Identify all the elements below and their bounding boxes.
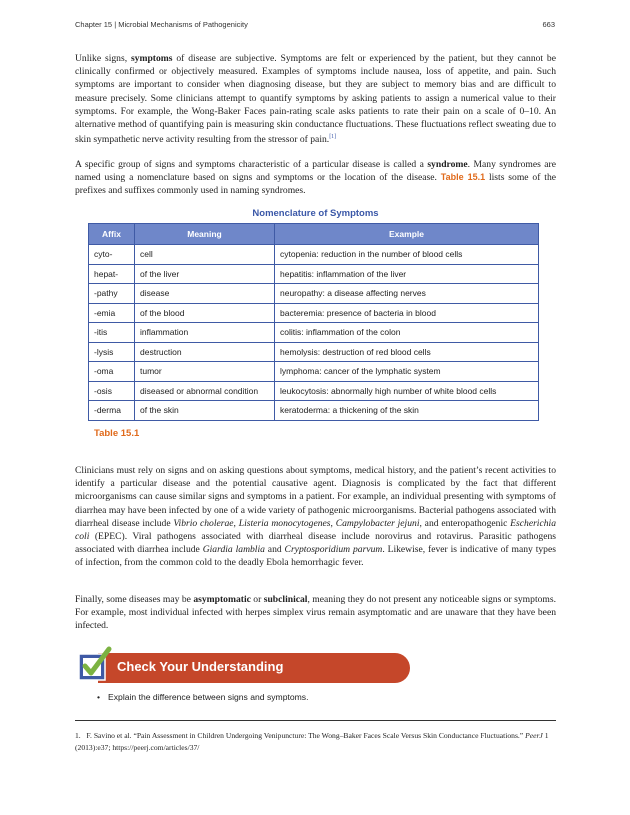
list-item <box>97 692 309 702</box>
table-row <box>89 362 539 382</box>
page-number: 663 <box>542 20 555 29</box>
term-subclinical: subclinical <box>263 594 308 605</box>
table-cell: -itis <box>89 323 135 343</box>
table-cell: disease <box>135 284 275 304</box>
paragraph-asymptomatic: Finally, some diseases may be asymptomatic or subclinical, meaning they do not present any noticeable signs or symptoms. For example, most individual infected with herpes simplex virus remain asymptomatic and are unaware that they have been infected. <box>75 594 557 632</box>
table-cell: inflammation <box>135 323 275 343</box>
table-cell: hemolysis: destruction of red blood cells <box>275 342 539 362</box>
table-cell: hepatitis: inflammation of the liver <box>275 264 539 284</box>
footnote-divider <box>75 720 556 721</box>
table-cell: colitis: inflammation of the colon <box>275 323 539 343</box>
table-cell: -osis <box>89 381 135 401</box>
table-cell: -emia <box>89 303 135 323</box>
table-row <box>89 323 539 343</box>
table-cell: lymphoma: cancer of the lymphatic system <box>275 362 539 382</box>
table-cell: hepat- <box>89 264 135 284</box>
table-cell: -derma <box>89 401 135 421</box>
table-row <box>89 401 539 421</box>
question-text: Explain the difference between signs and symptoms. <box>108 692 309 702</box>
term-symptoms: symptoms <box>130 53 173 64</box>
table-cell: of the blood <box>135 303 275 323</box>
table-cell: keratoderma: a thickening of the skin <box>275 401 539 421</box>
footnote: 1. F. Savino et al. “Pain Assessment in Children Undergoing Venipuncture: The Wong–Baker Faces Scale Versus Skin Conductance Fluctuations.” PeerJ 1 (2013):e37; https://peerj.com/articles/37/ <box>75 731 549 752</box>
term-asymptomatic: asymptomatic <box>193 594 251 605</box>
paragraph-diagnosis: Clinicians must rely on signs and on asking questions about symptoms, medical history, and the patient’s recent activities to identify a particular disease and the potential causative agent. Diagnosis is complicated by the fact that different microorganisms can cause similar signs and symptoms in a patient. For example, an individual presenting with symptoms of diarrhea may have been infected by one of a wide variety of pathogenic microorganisms. Bacterial pathogens associated with diarrheal disease include Vibrio cholerae, Listeria monocytogenes, Campylobacter jejuni, and enteropathogenic Escherichia coli (EPEC). Viral pathogens associated with diarrheal disease include norovirus and rotavirus. Parasitic pathogens associated with diarrhea include Giardia lamblia and Cryptosporidium parvum. Likewise, fever is indicative of many types of infection, from the common cold to the deadly Ebola hemorrhagic fever. <box>75 465 556 569</box>
table-cell: -oma <box>89 362 135 382</box>
table-cell: cytopenia: reduction in the number of blood cells <box>275 245 539 265</box>
table-row <box>89 342 539 362</box>
table-cell: of the liver <box>135 264 275 284</box>
checkbox-check-icon <box>76 646 112 684</box>
running-header <box>75 20 555 29</box>
table-cell: cyto- <box>89 245 135 265</box>
footnote-ref[interactable]: [1] <box>329 134 337 141</box>
table-cell: -lysis <box>89 342 135 362</box>
table-caption: Table 15.1 <box>94 428 140 439</box>
table-cell: destruction <box>135 342 275 362</box>
nomenclature-table <box>88 223 539 421</box>
table-cell: diseased or abnormal condition <box>135 381 275 401</box>
table-row <box>89 303 539 323</box>
table-header-row <box>89 224 539 245</box>
table-row <box>89 381 539 401</box>
paragraph-syndrome: A specific group of signs and symptoms characteristic of a particular disease is called a syndrome. Many syndromes are named using a nomenclature based on signs and symptoms or the location of the disease. Table 15.1 lists some of the prefixes and suffixes commonly used in naming syndromes. <box>75 159 556 197</box>
table-row <box>89 245 539 265</box>
table-cell: cell <box>135 245 275 265</box>
table-row <box>89 284 539 304</box>
column-header: Meaning <box>135 224 275 245</box>
chapter-title: Chapter 15 | Microbial Mechanisms of Pathogenicity <box>75 20 248 29</box>
table-row <box>89 264 539 284</box>
table-cell: bacteremia: presence of bacteria in blood <box>275 303 539 323</box>
table-cell: of the skin <box>135 401 275 421</box>
table-cell: tumor <box>135 362 275 382</box>
bullet-marker: • <box>97 692 101 702</box>
table-cell: -pathy <box>89 284 135 304</box>
table-link[interactable]: Table 15.1 <box>440 172 486 183</box>
table-cell: leukocytosis: abnormally high number of white blood cells <box>275 381 539 401</box>
column-header: Example <box>275 224 539 245</box>
check-understanding-title: Check Your Understanding <box>117 659 284 674</box>
paragraph-symptoms: Unlike signs, symptoms of disease are subjective. Symptoms are felt or experienced by the patient, but they cannot be clinically confirmed or objectively measured. Examples of symptoms include nausea, loss of appetite, and pain. Such symptoms are important to consider when diagnosing disease, but they are subject to memory bias and are difficult to measure precisely. Some clinicians attempt to quantify symptoms by asking patients to assign a numerical value to their symptoms. For example, the Wong-Baker Faces pain-rating scale asks patients to rate their pain on a scale of 0–10. An alternative method of quantifying pain is measuring skin conductance fluctuations. These fluctuations reflect sweating due to skin sympathetic nerve activity resulting from the stressor of pain.[1] <box>75 53 556 146</box>
table-cell: neuropathy: a disease affecting nerves <box>275 284 539 304</box>
column-header: Affix <box>89 224 135 245</box>
table-title: Nomenclature of Symptoms <box>252 208 379 219</box>
term-syndrome: syndrome <box>427 159 468 170</box>
